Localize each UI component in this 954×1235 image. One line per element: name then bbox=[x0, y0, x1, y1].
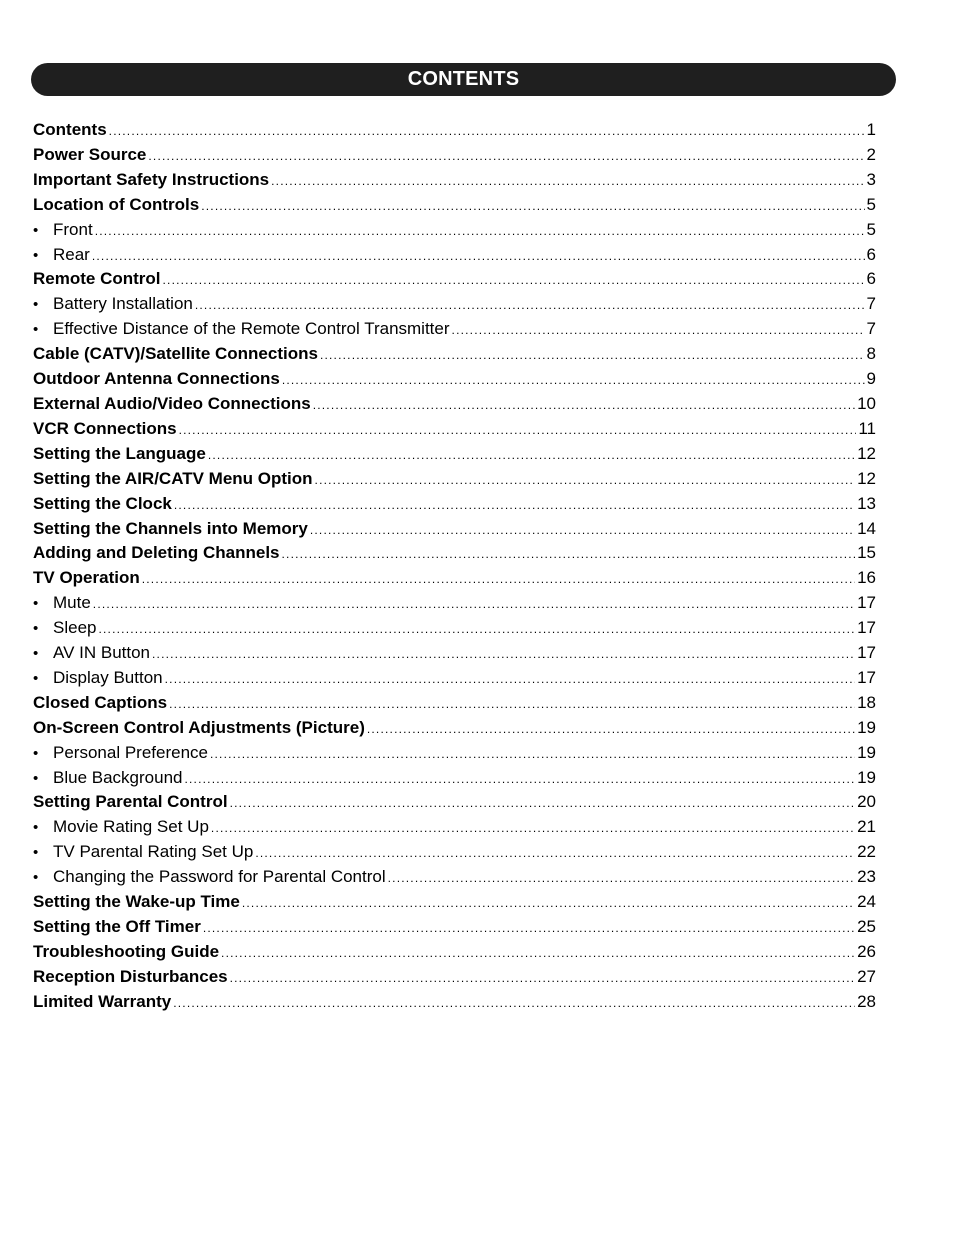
toc-entry-label: Effective Distance of the Remote Control Transmitter bbox=[53, 319, 450, 339]
dot-leader bbox=[173, 991, 855, 1016]
toc-entry bbox=[33, 716, 876, 741]
toc-entry-page-number: 9 bbox=[866, 369, 876, 389]
toc-entry-page-number: 5 bbox=[866, 219, 876, 239]
toc-entry-page-number: 12 bbox=[857, 468, 876, 488]
toc-entry-page-number: 27 bbox=[857, 966, 876, 986]
toc-entry-page-number: 11 bbox=[858, 418, 876, 438]
dot-leader bbox=[95, 219, 865, 244]
toc-subentry bbox=[33, 840, 876, 865]
toc-subentry bbox=[33, 865, 876, 890]
toc-entry bbox=[33, 915, 876, 940]
toc-entry-page-number: 17 bbox=[857, 618, 876, 638]
dot-leader bbox=[320, 343, 865, 368]
toc-entry bbox=[33, 143, 876, 168]
toc-entry-label: Troubleshooting Guide bbox=[33, 941, 220, 961]
dot-leader bbox=[152, 642, 855, 667]
toc-entry-page-number: 8 bbox=[866, 344, 876, 364]
toc-entry-label: VCR Connections bbox=[33, 418, 177, 438]
toc-entry-label: Rear bbox=[53, 244, 90, 264]
dot-leader bbox=[109, 119, 865, 144]
toc-entry-label: Adding and Deleting Channels bbox=[33, 543, 280, 563]
dot-leader bbox=[142, 567, 855, 592]
dot-leader bbox=[174, 493, 855, 518]
dot-leader bbox=[315, 468, 856, 493]
dot-leader bbox=[452, 318, 865, 343]
dot-leader bbox=[165, 667, 855, 692]
dot-leader bbox=[184, 767, 855, 792]
toc-entry-label: On-Screen Control Adjustments (Picture) bbox=[33, 717, 365, 737]
bullet-icon: • bbox=[33, 645, 39, 663]
toc-entry-label: Outdoor Antenna Connections bbox=[33, 369, 280, 389]
dot-leader bbox=[92, 244, 865, 269]
toc-entry bbox=[33, 691, 876, 716]
dot-leader bbox=[367, 717, 855, 742]
dot-leader bbox=[242, 891, 855, 916]
toc-entry bbox=[33, 467, 876, 492]
toc-entry-page-number: 7 bbox=[866, 319, 876, 339]
toc-entry-label: Reception Disturbances bbox=[33, 966, 228, 986]
toc-entry-page-number: 5 bbox=[866, 194, 876, 214]
table-of-contents bbox=[33, 118, 876, 1015]
toc-entry-page-number: 23 bbox=[857, 867, 876, 887]
toc-entry-page-number: 22 bbox=[857, 842, 876, 862]
toc-entry-page-number: 17 bbox=[857, 667, 876, 687]
toc-entry-label: TV Parental Rating Set Up bbox=[53, 842, 254, 862]
toc-entry-page-number: 18 bbox=[857, 692, 876, 712]
bullet-icon: • bbox=[33, 744, 39, 762]
toc-entry-label: Setting the Off Timer bbox=[33, 917, 201, 936]
toc-entry-label: Sleep bbox=[53, 618, 97, 638]
toc-entry bbox=[33, 367, 876, 392]
toc-subentry bbox=[33, 666, 876, 691]
dot-leader bbox=[179, 418, 857, 443]
toc-entry-page-number: 10 bbox=[857, 393, 876, 413]
bullet-icon: • bbox=[33, 620, 39, 638]
dot-leader bbox=[388, 866, 855, 891]
toc-entry-page-number: 28 bbox=[857, 991, 876, 1011]
bullet-icon: • bbox=[33, 869, 39, 887]
toc-entry bbox=[33, 417, 876, 442]
toc-entry-page-number: 12 bbox=[857, 443, 876, 463]
dot-leader bbox=[210, 742, 855, 767]
toc-entry bbox=[33, 118, 876, 143]
toc-entry-label: Battery Installation bbox=[53, 294, 193, 314]
toc-entry-label: Contents bbox=[33, 120, 107, 139]
toc-entry-label: TV Operation bbox=[33, 568, 140, 588]
dot-leader bbox=[282, 368, 865, 393]
toc-entry-page-number: 2 bbox=[866, 144, 876, 164]
toc-entry-page-number: 17 bbox=[857, 593, 876, 613]
toc-entry-page-number: 16 bbox=[857, 568, 876, 588]
toc-entry-label: Setting the AIR/CATV Menu Option bbox=[33, 468, 313, 488]
dot-leader bbox=[271, 169, 864, 194]
toc-entry bbox=[33, 940, 876, 965]
toc-entry-label: Remote Control bbox=[33, 269, 161, 289]
toc-entry-page-number: 20 bbox=[857, 792, 876, 812]
dot-leader bbox=[282, 542, 856, 567]
toc-entry-page-number: 6 bbox=[866, 269, 876, 289]
dot-leader bbox=[230, 966, 855, 991]
toc-entry-page-number: 26 bbox=[857, 941, 876, 961]
toc-subentry bbox=[33, 243, 876, 268]
dot-leader bbox=[313, 393, 855, 418]
toc-subentry bbox=[33, 766, 876, 791]
dot-leader bbox=[201, 194, 864, 219]
toc-entry-label: Blue Background bbox=[53, 767, 183, 787]
toc-entry-label: Mute bbox=[53, 593, 91, 613]
toc-entry-page-number: 1 bbox=[866, 120, 876, 139]
toc-entry-label: Setting Parental Control bbox=[33, 792, 228, 812]
toc-entry-label: External Audio/Video Connections bbox=[33, 393, 311, 413]
toc-entry-page-number: 3 bbox=[866, 169, 876, 189]
toc-entry bbox=[33, 566, 876, 591]
toc-entry-label: Power Source bbox=[33, 144, 147, 164]
toc-entry-page-number: 19 bbox=[857, 717, 876, 737]
toc-entry-label: Cable (CATV)/Satellite Connections bbox=[33, 344, 318, 364]
toc-subentry bbox=[33, 641, 876, 666]
toc-entry bbox=[33, 541, 876, 566]
toc-entry-page-number: 19 bbox=[857, 742, 876, 762]
dot-leader bbox=[211, 816, 855, 841]
toc-entry bbox=[33, 492, 876, 517]
toc-entry-page-number: 14 bbox=[857, 518, 876, 538]
toc-entry bbox=[33, 267, 876, 292]
contents-header-bar bbox=[31, 63, 896, 96]
toc-entry bbox=[33, 193, 876, 218]
toc-entry-label: Changing the Password for Parental Control bbox=[53, 867, 386, 887]
dot-leader bbox=[310, 518, 855, 543]
toc-entry-label: Setting the Wake-up Time bbox=[33, 892, 240, 912]
toc-entry bbox=[33, 168, 876, 193]
toc-entry-page-number: 17 bbox=[857, 643, 876, 663]
dot-leader bbox=[148, 144, 864, 169]
toc-entry-page-number: 21 bbox=[857, 817, 876, 837]
toc-entry-label: Setting the Language bbox=[33, 443, 206, 463]
toc-entry bbox=[33, 790, 876, 815]
dot-leader bbox=[203, 916, 855, 941]
toc-entry-page-number: 13 bbox=[857, 493, 876, 513]
toc-subentry bbox=[33, 616, 876, 641]
toc-entry-label: AV IN Button bbox=[53, 643, 151, 663]
toc-entry-label: Setting the Clock bbox=[33, 493, 172, 513]
bullet-icon: • bbox=[33, 819, 39, 837]
toc-entry bbox=[33, 965, 876, 990]
toc-entry bbox=[33, 442, 876, 467]
dot-leader bbox=[98, 617, 855, 642]
bullet-icon: • bbox=[33, 769, 39, 787]
toc-entry bbox=[33, 517, 876, 542]
toc-subentry bbox=[33, 317, 876, 342]
toc-entry-label: Setting the Channels into Memory bbox=[33, 518, 308, 538]
bullet-icon: • bbox=[33, 221, 39, 239]
toc-entry-page-number: 25 bbox=[857, 917, 876, 936]
bullet-icon: • bbox=[33, 669, 39, 687]
toc-subentry bbox=[33, 591, 876, 616]
dot-leader bbox=[169, 692, 855, 717]
dot-leader bbox=[221, 941, 855, 966]
bullet-icon: • bbox=[33, 595, 39, 613]
page-title: CONTENTS bbox=[407, 68, 520, 90]
toc-entry bbox=[33, 342, 876, 367]
toc-entry-page-number: 15 bbox=[857, 543, 876, 563]
toc-subentry bbox=[33, 815, 876, 840]
toc-entry-label: Front bbox=[53, 219, 93, 239]
toc-entry bbox=[33, 890, 876, 915]
toc-entry-page-number: 19 bbox=[857, 767, 876, 787]
toc-entry-page-number: 24 bbox=[857, 892, 876, 912]
toc-entry-label: Closed Captions bbox=[33, 692, 168, 712]
toc-entry-page-number: 7 bbox=[866, 294, 876, 314]
toc-subentry bbox=[33, 741, 876, 766]
dot-leader bbox=[163, 268, 865, 293]
dot-leader bbox=[208, 443, 855, 468]
dot-leader bbox=[195, 293, 865, 318]
toc-entry-label: Display Button bbox=[53, 667, 163, 687]
toc-subentry bbox=[33, 292, 876, 317]
toc-entry-label: Movie Rating Set Up bbox=[53, 817, 209, 837]
bullet-icon: • bbox=[33, 844, 39, 862]
toc-entry-label: Location of Controls bbox=[33, 194, 200, 214]
toc-entry bbox=[33, 990, 876, 1015]
toc-subentry bbox=[33, 218, 876, 243]
toc-entry-label: Important Safety Instructions bbox=[33, 169, 270, 189]
dot-leader bbox=[255, 841, 855, 866]
toc-entry-page-number: 6 bbox=[866, 244, 876, 264]
bullet-icon: • bbox=[33, 246, 39, 264]
bullet-icon: • bbox=[33, 321, 39, 339]
bullet-icon: • bbox=[33, 296, 39, 314]
dot-leader bbox=[93, 592, 855, 617]
toc-entry-label: Personal Preference bbox=[53, 742, 208, 762]
dot-leader bbox=[230, 791, 856, 816]
toc-entry bbox=[33, 392, 876, 417]
toc-entry-label: Limited Warranty bbox=[33, 991, 172, 1011]
